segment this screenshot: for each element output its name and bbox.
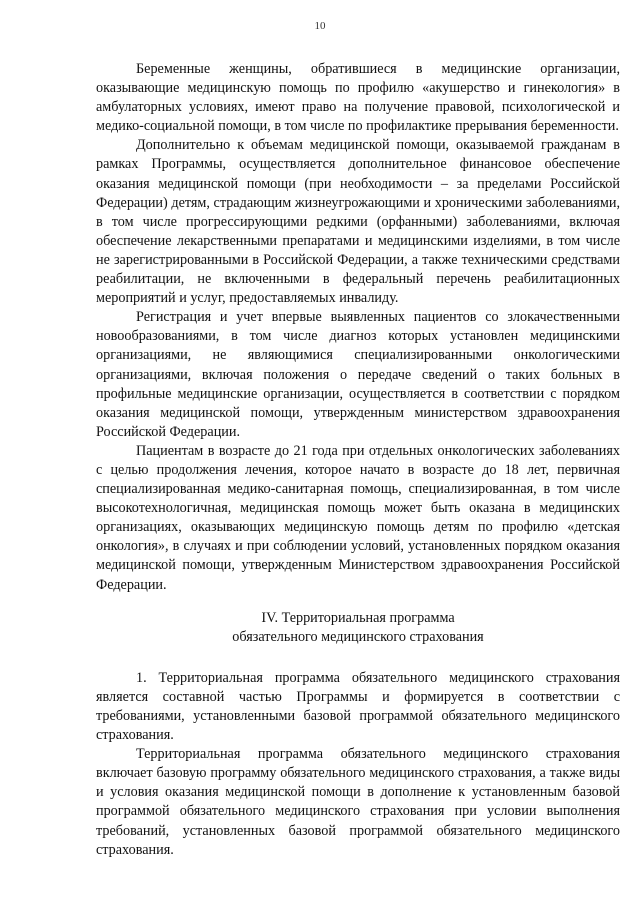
section-heading-line-1: IV. Территориальная программа <box>261 609 455 626</box>
section-heading <box>96 609 620 647</box>
paragraph-pregnant-women: Беременные женщины, обратившиеся в медицинские организации, оказывающие медицинскую помощь по профилю «акушерство и гинекология» в амбулаторных условиях, имеют право на получение правовой, психологической и медико-социальной помощи, в том числе по профилактике прерывания беременности. <box>96 61 620 135</box>
page-number: 10 <box>314 20 326 32</box>
document-body <box>96 60 620 860</box>
paragraph-additional-funding: Дополнительно к объемам медицинской помощи, оказываемой гражданам в рамках Программы, осуществляется дополнительное финансовое обеспечение оказания медицинской помощи (при необходимости – за пределами Российской Федерации) детям, страдающим жизнеугрожающими и хроническими заболеваниями, в том числе прогрессирующими редкими (орфанными) заболеваниями, включая обеспечение лекарственными препаратами и медицинскими изделиями, в том числе не зарегистрированными в Российской Федерации, а также техническими средствами реабилитации, не включенными в федеральный перечень реабилитационных мероприятий и услуг, предоставляемых инвалиду. <box>96 137 620 307</box>
paragraph-oncology-registration: Регистрация и учет впервые выявленных пациентов со злокачественными новообразованиями, в том числе диагноз которых установлен медицинскими организациями, не являющимися специализированными онкологическими организациями, включая положения о передаче сведений о таких больных в профильные медицинские организации, осуществляется в соответствии с порядком оказания медицинской помощи, утвержденным министерством здравоохранения Российской Федерации. <box>96 309 620 440</box>
paragraph-patients-under-21: Пациентам в возрасте до 21 года при отдельных онкологических заболеваниях с целью продолжения лечения, которое начато в возрасте до 18 лет, первичная специализированная медико-санитарная помощь, специализированная, в том числе высокотехнологичная, медицинская помощь может быть оказана в медицинских организациях, оказывающих медицинскую помощь детям по профилю «детская онкология», в случаях и при соблюдении условий, установленных порядком оказания медицинской помощи, утвержденным Министерством здравоохранения Российской Федерации. <box>96 442 620 593</box>
section-heading-line-2: обязательного медицинского страхования <box>232 628 484 645</box>
paragraph-territorial-program-2: Территориальная программа обязательного медицинского страхования включает базовую программу обязательного медицинского страхования, а также виды и условия оказания медицинской помощи в дополнение к установленным базовой программой обязательного медицинского страхования при условии выполнения требований, установленных базовой программой обязательного медицинского страхования. <box>96 746 620 858</box>
paragraph-territorial-program-1: 1. Территориальная программа обязательного медицинского страхования является составной частью Программы и формируется в соответствии с требованиями, установленными базовой программой обязательного медицинского страхования. <box>96 669 620 744</box>
